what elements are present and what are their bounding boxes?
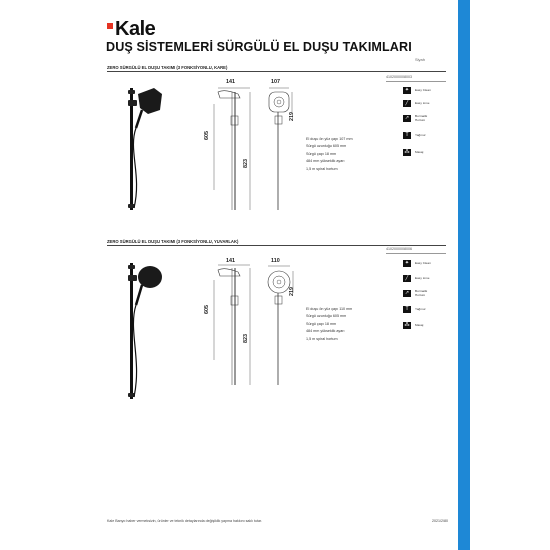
- product-2-dim-head-width: 110: [271, 258, 280, 264]
- bormatik-icon: ↗: [404, 115, 410, 122]
- product-1-feature-spray: [403, 132, 437, 139]
- shower-icon: ⁂: [404, 149, 410, 155]
- spec-line: El duşu ön yüz çapı 107 mm: [306, 137, 353, 141]
- product-1-drawing-side: [210, 80, 260, 215]
- product-2-drawing-side: [210, 260, 260, 390]
- feature-label: Easy Clean: [415, 260, 431, 265]
- brand-name: Kale: [115, 18, 156, 40]
- product-1-code-rule: [386, 81, 446, 82]
- page-number: 2021/2/80: [432, 519, 448, 523]
- product-2-feature-bormatik: [403, 290, 437, 297]
- product-2-code: 4102000008006: [386, 247, 412, 251]
- product-1-specs: [306, 136, 353, 173]
- product-2-feature-easy-lime: [403, 275, 437, 282]
- easy-clean-icon: ✦: [404, 260, 410, 266]
- side-color-bar: [458, 0, 470, 550]
- product-1-photo: [120, 80, 180, 215]
- product-2-code-rule: [386, 253, 446, 254]
- feature-label: Easy Clean: [415, 87, 431, 92]
- product-2-specs: [306, 306, 352, 343]
- product-1-feature-shower: [403, 149, 437, 156]
- product-1-feature-bormatik: [403, 115, 437, 122]
- shower-icon: ⁂: [404, 322, 410, 328]
- feature-label: Masaj: [415, 149, 424, 154]
- product-2-drawing-front: [262, 260, 302, 390]
- feature-label: Bormatik Hortum: [415, 289, 428, 297]
- easy-clean-icon: ✦: [404, 87, 410, 93]
- brand-logo: [107, 18, 155, 41]
- product-2-dim-depth: 219: [289, 287, 295, 296]
- product-1-dim-height-b: 823: [243, 159, 249, 168]
- product-1-dim-width: 141: [226, 79, 235, 85]
- product-1-feature-easy-lime: [403, 100, 437, 107]
- product-2-feature-shower: [403, 322, 437, 329]
- product-1-dim-depth: 219: [289, 112, 295, 121]
- product-2-rule: [107, 245, 446, 246]
- feature-label: Easy Lime: [415, 100, 430, 105]
- spec-line: Sürgü çapı 18 mm: [306, 321, 337, 326]
- feature-label: Masaj: [415, 322, 424, 327]
- product-2-dim-height-a: 605: [204, 305, 210, 314]
- product-2-photo: [120, 255, 180, 405]
- product-1-code: 4102000008003: [386, 75, 412, 79]
- product-1-feature-easy-clean: [403, 87, 437, 94]
- page-title: DUŞ SİSTEMLERİ SÜRGÜLÜ EL DUŞU TAKIMLARI: [106, 40, 412, 54]
- bormatik-icon: ↗: [404, 290, 410, 297]
- product-1-title: ZERO SÜRGÜLÜ EL DUŞU TAKIMI (3 FONKSİYONLU, KARE): [107, 65, 228, 70]
- spray-icon: T: [403, 306, 411, 313]
- product-1-rule: [107, 71, 446, 72]
- product-2-dim-width: 141: [226, 258, 235, 264]
- easy-lime-icon: ╱: [403, 100, 411, 107]
- feature-label: Yağmur: [415, 132, 426, 137]
- feature-label: Bormatik Hortum: [415, 114, 428, 122]
- product-1-dim-head-width: 107: [271, 79, 280, 85]
- spec-line: 1,5 m spiral hortum: [306, 166, 338, 171]
- easy-lime-icon: ╱: [403, 275, 411, 282]
- spec-line: Sürgü uzunluğu 605 mm: [306, 144, 347, 149]
- spec-line: 1,5 m spiral hortum: [306, 336, 338, 341]
- spray-icon: T: [403, 132, 411, 139]
- product-2-dim-height-b: 823: [243, 334, 249, 343]
- product-2-feature-easy-clean: [403, 260, 437, 267]
- spec-line: Sürgü uzunluğu 605 mm: [306, 314, 347, 319]
- spec-line: Sürgü çapı 18 mm: [306, 151, 337, 156]
- product-1-dim-height-a: 605: [204, 131, 210, 140]
- spec-line: 484 mm yükseklik ayarı: [306, 329, 345, 334]
- spec-line: El duşu ön yüz çapı 110 mm: [306, 307, 353, 311]
- feature-label: Yağmur: [415, 306, 426, 311]
- spec-line: 484 mm yükseklik ayarı: [306, 159, 345, 164]
- finish-label: Siyah: [415, 57, 426, 62]
- product-2-feature-spray: [403, 306, 437, 313]
- feature-label: Easy Lime: [415, 275, 430, 280]
- product-1-drawing-front: [262, 80, 302, 215]
- footer-disclaimer: Kale Banyo haber vermeksizin, ürünler ve teknik detaylarında değişiklik yapma hakkını saklı tutar.: [107, 519, 263, 523]
- brand-accent-square: [107, 23, 113, 29]
- product-2-title: ZERO SÜRGÜLÜ EL DUŞU TAKIMI (3 FONKSİYONLU, YUVARLAK): [107, 239, 239, 244]
